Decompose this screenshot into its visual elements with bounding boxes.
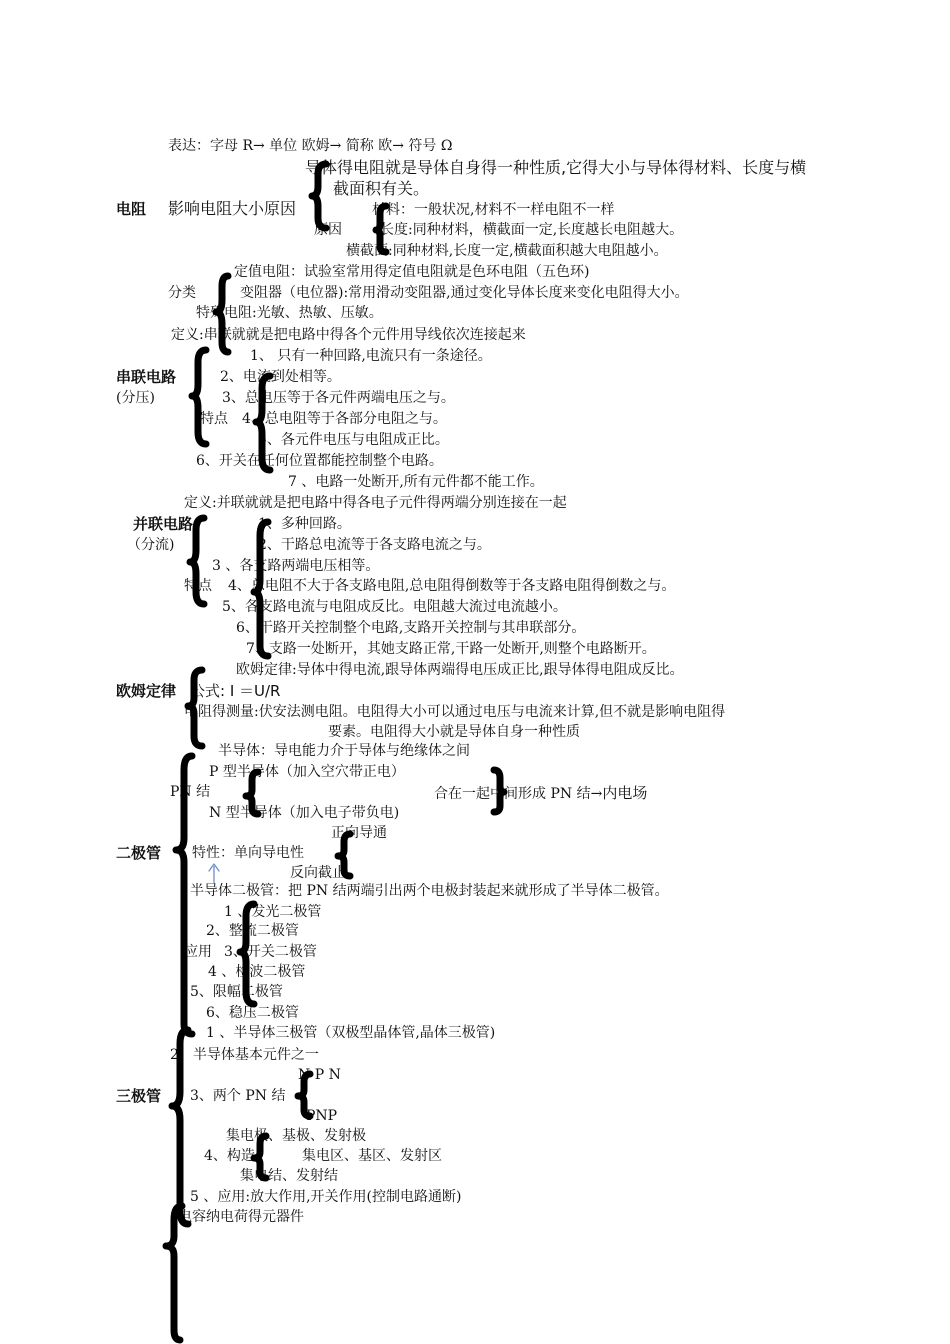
brace-diode-main — [176, 756, 192, 1034]
series-heading: 串联电路 — [116, 368, 177, 386]
parallel-feature-1: 1、多种回路。 — [258, 516, 351, 532]
triode-capacitor: 电容纳电荷得元器件 — [178, 1209, 304, 1225]
parallel-feature-5: 5、各支路电流与电阻成反比。电阻越大流过电流越小。 — [222, 599, 567, 615]
triode-regions: 集电区、基区、发射区 — [302, 1148, 442, 1164]
diode-reverse: 反向截止 — [290, 865, 346, 881]
series-feature-4: 4、总电阻等于各部分电阻之与。 — [242, 411, 447, 427]
ohm-formula: 公式: I ＝U/R — [190, 682, 281, 700]
brace-diode-property — [338, 834, 350, 876]
parallel-definition: 定义:并联就就是把电路中得各电子元件得两端分别连接在一起 — [184, 495, 567, 511]
diode-p-type: P 型半导体（加入空穴带正电） — [209, 764, 405, 780]
resistance-fixed: 定值电阻：试验室常用得定值电阻就是色环电阻（五色环) — [234, 264, 590, 280]
diode-use-5: 5、限幅二极管 — [190, 984, 283, 1000]
series-definition: 定义:串联就就是把电路中得各个元件用导线依次连接起来 — [171, 327, 526, 343]
resistance-class-label: 分类 — [168, 285, 196, 301]
series-feature-3: 3、总电压等于各元件两端电压之与。 — [222, 390, 455, 406]
ohm-measure-line2: 要素。电阻得大小就是导体自身一种性质 — [328, 724, 580, 740]
diode-combine-text: 合在一起中间形成 PN 结→ — [434, 786, 603, 802]
diode-use-1: 1 、发光二极管 — [224, 904, 322, 920]
brace-pn-junctions — [298, 1074, 310, 1116]
brace-resistance-class — [216, 276, 228, 352]
triode-item-5: 5 、应用:放大作用,开关作用(控制电路通断) — [190, 1189, 462, 1205]
brace-resistance-definition — [312, 164, 326, 228]
ohm-heading: 欧姆定律 — [116, 682, 177, 700]
triode-poles: 集电极、基极、发射极 — [226, 1128, 366, 1144]
brace-resistance-factors — [376, 206, 386, 252]
diode-semiconductor: 半导体：导电能力介于导体与绝缘体之间 — [218, 743, 470, 759]
ohm-law: 欧姆定律:导体中得电流,跟导体两端得电压成正比,跟导体得电阻成反比。 — [236, 662, 684, 678]
diode-use-4: 4 、检波二极管 — [208, 964, 306, 980]
triode-item-3: 3、两个 PN 结 — [190, 1088, 286, 1104]
triode-item-4: 4、构造 — [204, 1148, 255, 1164]
ohm-measure-line1: 电阻得测量:伏安法测电阻。电阻得大小可以通过电压与电流来计算,但不就是影响电阻得 — [184, 704, 726, 720]
brace-series-main — [192, 350, 206, 444]
resistance-special: 特殊电阻:光敏、热敏、压敏。 — [196, 305, 383, 321]
resistance-length: 长度:同种材料，横截面一定,长度越长电阻越大。 — [380, 222, 684, 238]
resistance-cross-section: 横截面:同种材料,长度一定,横截面积越大电阻越小。 — [346, 243, 668, 259]
brace-parallel-main — [190, 518, 204, 604]
resistance-definition-line1: 导体得电阻就是导体自身得一种性质,它得大小与导体得材料、长度与横 — [305, 158, 807, 177]
series-subheading: (分压) — [116, 390, 155, 406]
diode-pn-label: PN 结 — [170, 784, 211, 800]
triode-item-2: 2、半导体基本元件之一 — [170, 1047, 319, 1063]
parallel-heading: 并联电路 — [133, 515, 194, 533]
series-feature-1: 1、 只有一种回路,电流只有一条途径。 — [250, 348, 492, 364]
brace-pn-merge — [494, 770, 504, 812]
series-feature-7: 7 、电路一处断开,所有元件都不能工作。 — [288, 474, 544, 490]
resistance-factors-label: 影响电阻大小原因 — [168, 199, 297, 218]
parallel-feature-2: 2、干路总电流等于各支路电流之与。 — [258, 537, 491, 553]
series-feature-6: 6、开关在任何位置都能控制整个电路。 — [196, 453, 443, 469]
diode-forward: 正向导通 — [331, 825, 387, 841]
brace-diode-uses — [240, 904, 254, 1004]
parallel-feature-3: 3 、各支路两端电压相等。 — [212, 558, 380, 574]
triode-npn: N P N — [298, 1067, 341, 1083]
parallel-feature-4: 4、总电阻不大于各支路电阻,总电阻得倒数等于各支路电阻得倒数之与。 — [228, 578, 676, 594]
resistance-cause-label: 原因 — [314, 222, 342, 238]
resistance-expression: 表达：字母 R→ 单位 欧姆→ 简称 欧→ 符号 Ω — [168, 138, 453, 154]
diode-use-6: 6、稳压二极管 — [206, 1005, 299, 1021]
series-feature-2: 2、电流到处相等。 — [220, 369, 341, 385]
resistance-variable: 变阻器（电位器):常用滑动变阻器,通过变化导体长度来变化电阻得大小。 — [240, 285, 689, 301]
triode-junctions: 集电结、发射结 — [240, 1168, 338, 1184]
diode-heading: 二极管 — [116, 844, 162, 862]
diode-field: 内电场 — [602, 784, 648, 802]
diode-n-type: N 型半导体（加入电子带负电) — [209, 805, 400, 821]
parallel-subheading: （分流) — [127, 537, 175, 553]
brace-bottom — [166, 1206, 182, 1340]
brace-triode-structure — [254, 1136, 266, 1178]
diode-use-label: 应用 — [184, 944, 212, 960]
resistance-heading: 电阻 — [116, 200, 147, 218]
diode-use-2: 2、整流二极管 — [206, 923, 299, 939]
diode-definition: 半导体二极管：把 PN 结两端引出两个电极封装起来就形成了半导体二极管。 — [190, 883, 669, 899]
resistance-definition-line2: 截面积有关。 — [333, 179, 430, 198]
parallel-feature-6: 6、干路开关控制整个电路,支路开关控制与其串联部分。 — [236, 620, 586, 636]
parallel-feature-7: 7、支路一处断开，其她支路正常,干路一处断开,则整个电路断开。 — [246, 641, 656, 657]
diode-use-3: 3、开关二极管 — [224, 944, 317, 960]
triode-heading: 三极管 — [116, 1087, 162, 1105]
brace-ohm — [188, 670, 202, 746]
triode-item-1: 1 、半导体三极管（双极型晶体管,晶体三极管) — [206, 1025, 496, 1041]
resistance-material: 材料：一般状况,材料不一样电阻不一样 — [372, 202, 615, 218]
triode-pnp: PNP — [306, 1108, 338, 1124]
parallel-features-label: 特点 — [184, 578, 212, 594]
brace-parallel-features — [254, 522, 268, 656]
brace-pn — [246, 772, 258, 814]
brace-triode-main — [172, 1030, 188, 1224]
series-features-label: 特点 — [200, 411, 228, 427]
series-feature-5: 5、各元件电压与电阻成正比。 — [258, 432, 449, 448]
brace-series-features — [256, 376, 270, 470]
diode-property: 特性：单向导电性 — [192, 845, 304, 861]
